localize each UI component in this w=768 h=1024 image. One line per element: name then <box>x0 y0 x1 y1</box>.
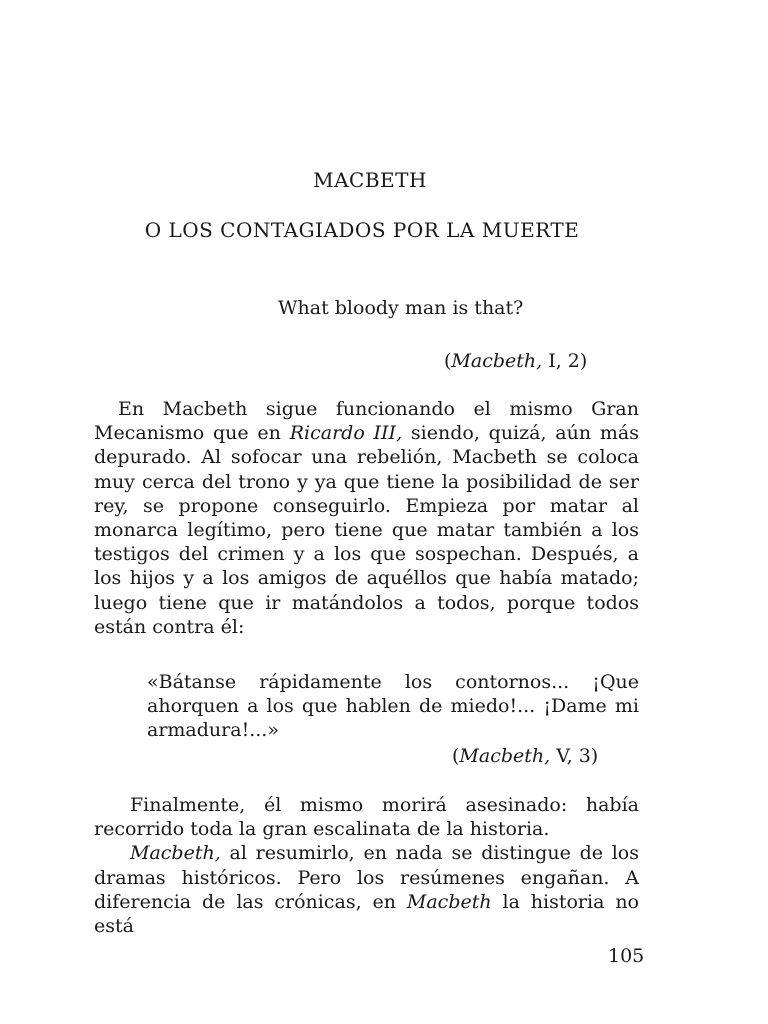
paragraph-2: Finalmente, él mismo morirá asesinado: había recorrido toda la gran escalinata de la historia. Macbeth, al resumirlo, en nada se distingue de los dramas históricos. Pero los resúmenes engañan. A diferencia de las crónicas, en Macbeth la historia no está <box>94 794 639 938</box>
page-number: 105 <box>608 945 645 967</box>
paragraph-1: En Macbeth sigue funcionando el mismo Gran Mecanismo que en Ricardo III, siendo, quizá, aún más depurado. Al sofocar una rebelión, Macbeth se coloca muy cerca del trono y ya que tiene la posibilidad de ser rey, se propone conseguirlo. Empieza por matar al monarca legítimo, pero tiene que matar también a los testigos del crimen y a los que sospechan. Después, a los hijos y a los amigos de aquéllos que había matado; luego tiene que ir matándolos a todos, porque todos están contra él: <box>94 398 639 638</box>
epigraph: What bloody man is that? <box>278 297 524 319</box>
chapter-title: MACBETH <box>313 168 427 192</box>
quote-citation: (Macbeth, V, 3) <box>452 745 599 767</box>
citation-work: Macbeth, <box>459 745 551 767</box>
block-quote: «Bátanse rápidamente los contornos... ¡Que ahorquen a los que hablen de miedo!... ¡Dame mi armadura!...» <box>147 671 639 742</box>
epigraph-citation: (Macbeth, I, 2) <box>444 350 588 372</box>
work-title: Ricardo III, <box>289 422 403 445</box>
work-title: Macbeth <box>406 890 492 913</box>
citation-work: Macbeth, <box>451 350 543 372</box>
work-title: Macbeth, <box>130 842 221 865</box>
chapter-subtitle: O LOS CONTAGIADOS POR LA MUERTE <box>144 218 580 242</box>
